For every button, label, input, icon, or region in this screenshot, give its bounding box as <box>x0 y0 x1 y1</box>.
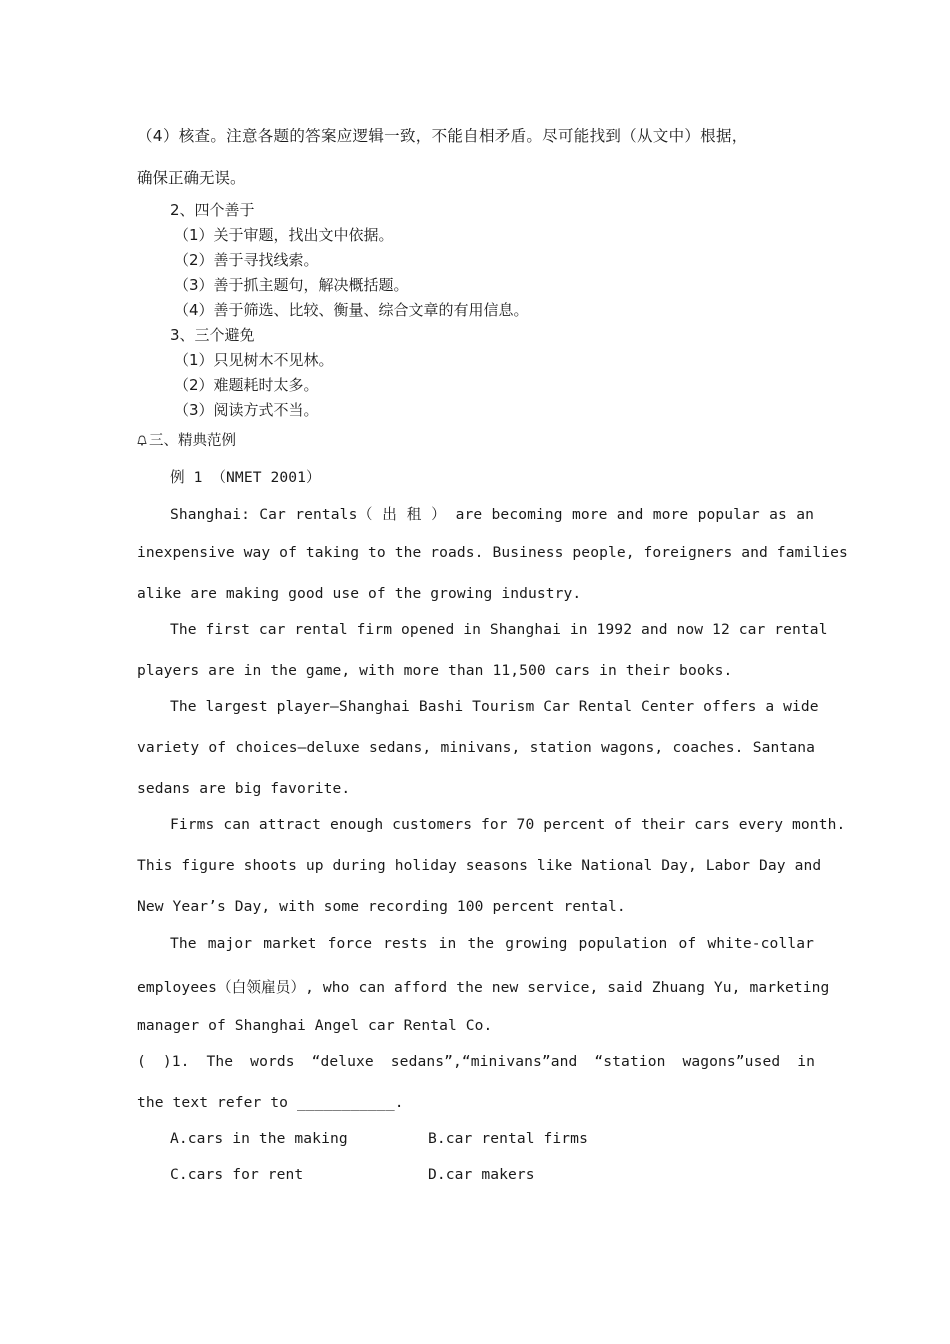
passage-p5-line-1: The major market force rests in the growing population of white-collar <box>170 935 814 952</box>
section2-item-4: （4）善于筛选、比较、衡量、综合文章的有用信息。 <box>174 301 529 319</box>
passage-p2-line-2: players are in the game, with more than 11,500 cars in their books. <box>137 662 733 679</box>
section3-item-1: （1）只见树木不见林。 <box>174 351 334 369</box>
bell-icon <box>137 434 147 445</box>
option-a: A.cars in the making <box>170 1130 348 1147</box>
passage-p3-line-1: The largest player—Shanghai Bashi Tourism Car Rental Center offers a wide <box>170 698 819 715</box>
option-c: C.cars for rent <box>170 1166 304 1183</box>
passage-p1-line-1: Shanghai: Car rentals（ 出 租 ） are becoming more and more popular as an <box>170 506 814 523</box>
part3-heading-row <box>137 429 236 450</box>
section3-item-3: （3）阅读方式不当。 <box>174 401 319 419</box>
passage-p5-line-2: employees（白领雇员）, who can afford the new service, said Zhuang Yu, marketing <box>137 979 830 996</box>
passage-p3-line-3: sedans are big favorite. <box>137 780 351 797</box>
question-1-stem-line-1: ( )1. The words “deluxe sedans”,“minivans”and “station wagons”used in <box>137 1053 815 1070</box>
section3-item-2: （2）难题耗时太多。 <box>174 376 319 394</box>
intro-line-1: （4）核查。注意各题的答案应逻辑一致，不能自相矛盾。尽可能找到（从文中）根据， <box>137 127 748 145</box>
passage-p4-line-1: Firms can attract enough customers for 70 percent of their cars every month. <box>170 816 846 833</box>
example-label: 例 1 （NMET 2001） <box>170 469 321 486</box>
part3-heading: 三、精典范例 <box>149 433 236 449</box>
option-d: D.car makers <box>428 1166 535 1183</box>
passage-p4-line-2: This figure shoots up during holiday seasons like National Day, Labor Day and <box>137 857 822 874</box>
section2-item-3: （3）善于抓主题句，解决概括题。 <box>174 276 409 294</box>
section2-heading: 2、四个善于 <box>170 201 255 219</box>
passage-p2-line-1: The first car rental firm opened in Shanghai in 1992 and now 12 car rental <box>170 621 828 638</box>
option-b: B.car rental firms <box>428 1130 588 1147</box>
passage-p3-line-2: variety of choices—deluxe sedans, minivans, station wagons, coaches. Santana <box>137 739 815 756</box>
passage-p4-line-3: New Year’s Day, with some recording 100 percent rental. <box>137 898 626 915</box>
passage-p5-line-3: manager of Shanghai Angel car Rental Co. <box>137 1017 493 1034</box>
question-1-stem-line-2: the text refer to ___________. <box>137 1094 404 1111</box>
passage-p1-line-3: alike are making good use of the growing industry. <box>137 585 582 602</box>
passage-p1-line-2: inexpensive way of taking to the roads. Business people, foreigners and families <box>137 544 848 561</box>
section2-item-1: （1）关于审题，找出文中依据。 <box>174 226 394 244</box>
section3-heading: 3、三个避免 <box>170 326 255 344</box>
intro-line-2: 确保正确无误。 <box>137 169 246 187</box>
section2-item-2: （2）善于寻找线索。 <box>174 251 319 269</box>
